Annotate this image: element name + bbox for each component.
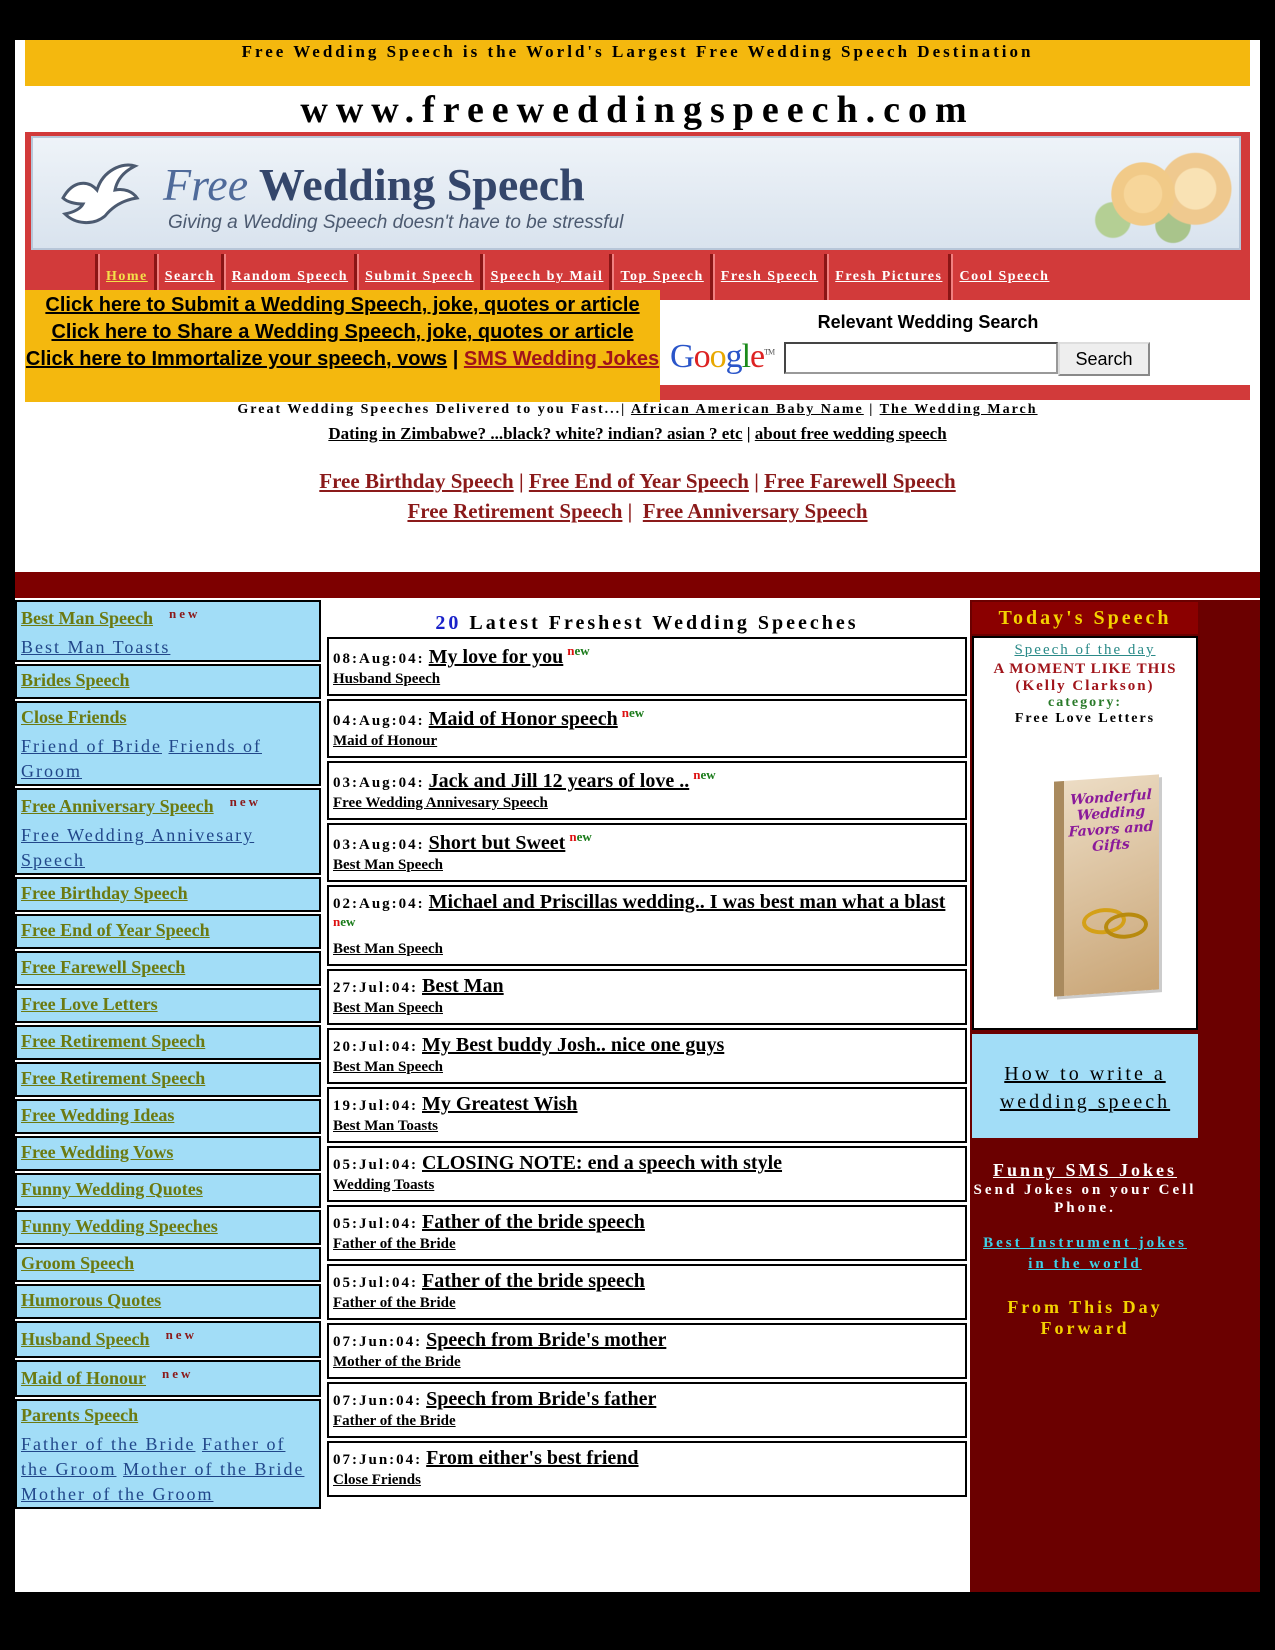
delivered-text: Great Wedding Speeches Delivered to you Fast...| (237, 402, 627, 417)
nav-item-random-speech[interactable]: Random Speech (221, 254, 354, 300)
instrument-jokes-link[interactable]: Best Instrument jokes in the world (983, 1235, 1187, 1272)
speech-list-item (327, 699, 967, 758)
sidebar-category-link[interactable]: Free Love Letters (21, 994, 158, 1014)
sidebar-subcategory-link[interactable]: Mother of the Groom (21, 1484, 214, 1504)
speech-date: 07:Jun:04: (333, 1452, 423, 1468)
new-badge (693, 767, 715, 782)
speech-title-link[interactable]: From either's best friend (426, 1447, 639, 1469)
sms-jokes-link[interactable]: SMS Wedding Jokes (463, 348, 660, 370)
speech-date: 03:Aug:04: (333, 775, 425, 791)
sidebar-subcategory-link[interactable]: Free Wedding Annivesary Speech (21, 825, 255, 870)
new-badge-n: n (693, 767, 701, 782)
sidebar-category-box (15, 1210, 321, 1245)
speech-title-link[interactable]: Maid of Honor speech (428, 708, 618, 730)
speech-list-item (327, 761, 967, 820)
sidebar-category-link[interactable]: Humorous Quotes (21, 1290, 162, 1310)
new-badge: new (169, 606, 201, 621)
promo-links-line: Great Wedding Speeches Delivered to you Fast...| African American Baby Name | The Wedding March (237, 402, 1038, 417)
logo-tagline: Giving a Wedding Speech doesn't have to be stressful (168, 212, 624, 233)
speech-category-link[interactable]: Best Man Speech (333, 857, 443, 873)
banner (25, 132, 1250, 254)
latest-title (327, 600, 967, 637)
speech-list-item (327, 1264, 967, 1320)
todays-speech-header: Today's Speech (972, 602, 1198, 634)
anniversary-speech-link[interactable]: Free Anniversary Speech (642, 499, 868, 523)
speech-date: 07:Jun:04: (333, 1393, 423, 1409)
sidebar-category-box (15, 1099, 321, 1134)
speech-date: 27:Jul:04: (333, 980, 418, 996)
speech-of-day-artist: (Kelly Clarkson) (1015, 678, 1155, 694)
sidebar-category-box (15, 600, 321, 662)
nav-item-cool-speech[interactable]: Cool Speech (948, 254, 1055, 300)
speech-category-link[interactable]: Father of the Bride (333, 1295, 456, 1311)
speech-title-link[interactable]: Speech from Bride's father (426, 1388, 657, 1410)
sidebar-subcategory-link[interactable]: Friends of Groom (21, 736, 262, 781)
speech-title-link[interactable]: My Best buddy Josh.. nice one guys (422, 1034, 725, 1056)
nav-item-speech-by-mail[interactable]: Speech by Mail (480, 254, 610, 300)
speech-category-link[interactable]: Close Friends (333, 1472, 421, 1488)
new-badge (333, 914, 355, 929)
speech-list-item (327, 1382, 967, 1438)
new-badge (569, 829, 591, 844)
nav-item-search[interactable]: Search (154, 254, 221, 300)
speech-list-item (327, 1087, 967, 1143)
sidebar-category-box (15, 701, 321, 786)
nav-item-home[interactable]: Home (95, 254, 154, 300)
new-badge-ew: ew (574, 643, 590, 658)
sidebar-category-link[interactable]: Free Wedding Ideas (21, 1105, 175, 1125)
speech-category-link[interactable]: Free Wedding Annivesary Speech (333, 795, 548, 811)
sidebar-category-box (15, 1284, 321, 1319)
speech-title-link[interactable]: Speech from Bride's mother (426, 1329, 667, 1351)
nav-item-fresh-speech[interactable]: Fresh Speech (710, 254, 824, 300)
immortalize-link[interactable]: Click here to Immortalize your speech, vows (25, 348, 448, 370)
speech-category-link[interactable]: Best Man Speech (333, 1000, 443, 1016)
end-of-year-speech-link[interactable]: Free End of Year Speech (528, 469, 749, 493)
sidebar-category-box (15, 1173, 321, 1208)
separator: | (452, 348, 459, 370)
dove-icon (53, 150, 143, 240)
google-trademark: TM (764, 347, 775, 357)
retirement-speech-link[interactable]: Free Retirement Speech (407, 499, 623, 523)
sidebar-category-box (15, 951, 321, 986)
new-badge (567, 643, 589, 658)
sidebar-category-link[interactable]: Husband Speech (21, 1329, 150, 1349)
speech-list-item (327, 1146, 967, 1202)
top-tagline: Free Wedding Speech is the World's Largest Free Wedding Speech Destination (241, 42, 1034, 61)
speech-title-link[interactable]: Short but Sweet (428, 832, 566, 854)
speech-category-link[interactable]: Best Man Speech (333, 941, 443, 957)
sidebar-category-link[interactable]: Free End of Year Speech (21, 920, 210, 940)
speech-date: 03:Aug:04: (333, 837, 425, 853)
speech-title-link[interactable]: My Greatest Wish (422, 1093, 578, 1115)
speech-type-links: Free Birthday Speech | Free End of Year Speech | Free Farewell Speech Free Retirement Speech | Free Anniversary Speech (319, 469, 956, 523)
sidebar-category-box (15, 877, 321, 912)
sms-box (972, 1140, 1198, 1339)
logo-title (163, 158, 585, 211)
speech-title-link[interactable]: Best Man (422, 975, 504, 997)
new-badge-ew: ew (700, 767, 716, 782)
ebook-cover-image[interactable] (1054, 774, 1159, 996)
category-label: category: (1048, 695, 1122, 710)
howto-link[interactable]: How to write a wedding speech (999, 1063, 1171, 1113)
speech-category-link[interactable]: Maid of Honour (333, 733, 438, 749)
sidebar-subcategory-link[interactable]: Mother of the Bride (122, 1459, 305, 1479)
sidebar-category-box (15, 664, 321, 699)
sidebar-category-link[interactable]: Free Wedding Vows (21, 1142, 174, 1162)
sidebar-subcategory-link[interactable]: Best Man Toasts (21, 637, 171, 657)
sidebar-category-link[interactable]: Maid of Honour (21, 1368, 147, 1388)
latest-speeches (327, 600, 967, 1500)
sidebar-category-link[interactable]: Free Farewell Speech (21, 957, 186, 977)
search-title: Relevant Wedding Search (817, 312, 1039, 332)
speech-title-link[interactable]: Jack and Jill 12 years of love .. (428, 770, 690, 792)
sidebar-category-box (15, 1136, 321, 1171)
birthday-speech-link[interactable]: Free Birthday Speech (319, 469, 514, 493)
submit-box (25, 290, 660, 402)
speech-date: 08:Aug:04: (333, 651, 425, 667)
speech-date: 07:Jun:04: (333, 1334, 423, 1350)
sidebar-category-box (15, 1025, 321, 1060)
site-url: www.freeweddingspeech.com (300, 89, 975, 131)
speech-category-link[interactable]: Wedding Toasts (333, 1177, 435, 1193)
wedding-march-link[interactable]: The Wedding March (879, 402, 1038, 417)
page (15, 40, 1260, 1592)
new-badge-n: n (333, 914, 341, 929)
dating-link[interactable]: Dating in Zimbabwe? ...black? white? indian? asian ? etc (328, 424, 743, 443)
submit-link[interactable]: Click here to Submit a Wedding Speech, joke, quotes or article (45, 294, 640, 316)
new-badge-n: n (569, 829, 577, 844)
sidebar-category-box (15, 1062, 321, 1097)
sidebar-subcategory-link[interactable]: Friend of Bride (21, 736, 162, 756)
sidebar-category-link[interactable]: Parents Speech (21, 1405, 139, 1425)
speech-list-item (327, 969, 967, 1025)
speech-list-item (327, 1028, 967, 1084)
new-badge: new (229, 794, 262, 809)
farewell-speech-link[interactable]: Free Farewell Speech (764, 469, 956, 493)
sidebar-category-link[interactable]: Funny Wedding Quotes (21, 1179, 203, 1199)
sidebar-category-box (15, 1247, 321, 1282)
new-badge: new (162, 1366, 194, 1381)
sidebar-subcategory-list (21, 734, 315, 784)
sidebar-category-link[interactable]: Brides Speech (21, 670, 130, 690)
speech-date: 04:Aug:04: (333, 713, 425, 729)
sidebar-category-box (15, 1360, 321, 1397)
new-badge-ew: ew (340, 914, 356, 929)
sidebar-category-box (15, 988, 321, 1023)
speech-category-link[interactable]: Husband Speech (333, 671, 441, 687)
sidebar-category-link[interactable]: Groom Speech (21, 1253, 135, 1273)
speech-list-item (327, 1323, 967, 1379)
google-logo: Google™ (670, 338, 775, 375)
sidebar-category-link[interactable]: Funny Wedding Speeches (21, 1216, 218, 1236)
speech-title-link[interactable]: Father of the bride speech (422, 1270, 645, 1292)
from-this-day-text: From This Day Forward (1007, 1297, 1163, 1338)
speech-category-link[interactable]: Mother of the Bride (333, 1354, 461, 1370)
speech-title-link[interactable]: My love for you (428, 646, 564, 668)
speech-date: 02:Aug:04: (333, 896, 425, 912)
share-link[interactable]: Click here to Share a Wedding Speech, joke, quotes or article (51, 321, 634, 343)
speech-list-item (327, 1205, 967, 1261)
sidebar-category-link[interactable]: Free Retirement Speech (21, 1031, 206, 1051)
search-input[interactable] (784, 342, 1058, 374)
speech-category-link[interactable]: Best Man Speech (333, 1059, 443, 1075)
latest-count: 20 (435, 612, 462, 634)
speech-title-link[interactable]: CLOSING NOTE: end a speech with style (422, 1152, 783, 1174)
speech-title-link[interactable]: Father of the bride speech (422, 1211, 645, 1233)
sms-jokes-title-link[interactable]: Funny SMS Jokes (992, 1160, 1178, 1180)
right-sidebar (970, 600, 1260, 1592)
new-badge: new (165, 1327, 197, 1342)
speech-list-item (327, 885, 967, 966)
dating-line: Dating in Zimbabwe? ...black? white? indian? asian ? etc | about free wedding speech (328, 424, 947, 443)
latest-title-text: Latest Freshest Wedding Speeches (469, 612, 859, 634)
logo-word-free: Free (163, 159, 249, 210)
sidebar-subcategory-link[interactable]: Father of the Bride (21, 1434, 196, 1454)
speech-category-link[interactable]: Father of the Bride (333, 1236, 456, 1252)
category-sidebar (15, 600, 325, 1511)
sidebar-category-link[interactable]: Best Man Speech (21, 608, 153, 628)
category-value: Free Love Letters (1014, 711, 1156, 726)
nav-item-fresh-pictures[interactable]: Fresh Pictures (824, 254, 948, 300)
speech-category-link[interactable]: Best Man Toasts (333, 1118, 439, 1134)
speech-date: 20:Jul:04: (333, 1039, 418, 1055)
sidebar-category-box (15, 1321, 321, 1358)
speech-list-item (327, 1441, 967, 1497)
sidebar-category-box (15, 1399, 321, 1509)
african-baby-name-link[interactable]: African American Baby Name (630, 402, 864, 417)
sidebar-category-link[interactable]: Free Retirement Speech (21, 1068, 206, 1088)
speech-category-link[interactable]: Father of the Bride (333, 1413, 456, 1429)
sms-description: Send Jokes on your Cell Phone. (973, 1182, 1197, 1216)
howto-box (972, 1034, 1198, 1138)
about-link[interactable]: about free wedding speech (754, 424, 947, 443)
roses-image (1083, 142, 1233, 246)
new-badge (622, 705, 644, 720)
sidebar-category-link[interactable]: Close Friends (21, 707, 127, 727)
new-badge-ew: ew (628, 705, 645, 720)
speech-of-day-link[interactable]: Speech of the day (1014, 642, 1156, 658)
sidebar-subcategory-list (21, 635, 315, 660)
sidebar-category-link[interactable]: Free Birthday Speech (21, 883, 188, 903)
speech-date: 05:Jul:04: (333, 1275, 418, 1291)
new-badge-n: n (567, 643, 575, 658)
speech-date: 19:Jul:04: (333, 1098, 418, 1114)
sidebar-subcategory-list (21, 1432, 315, 1507)
speech-list-item (327, 637, 967, 696)
speech-title-link[interactable]: Michael and Priscillas wedding.. I was best man what a blast (428, 891, 946, 913)
speech-of-day-title: A MOMENT LIKE THIS (993, 661, 1177, 677)
nav-item-top-speech[interactable]: Top Speech (609, 254, 709, 300)
search-box-stripe (660, 385, 1250, 400)
divider-band (15, 572, 1260, 598)
top-tagline-bar (25, 40, 1250, 86)
sidebar-subcategory-list (21, 823, 315, 873)
banner-logo-area[interactable] (31, 136, 1241, 250)
logo-word-wedding-speech: Wedding Speech (258, 159, 585, 210)
ebook-cover-title: Wonderful Wedding Favors and Gifts (1068, 786, 1154, 856)
speech-date: 05:Jul:04: (333, 1157, 418, 1173)
speech-list-item (327, 823, 967, 882)
sidebar-category-link[interactable]: Free Anniversary Speech (21, 796, 214, 816)
sidebar-subcategory-link[interactable]: Father of the Groom (21, 1434, 286, 1479)
speech-date: 05:Jul:04: (333, 1216, 418, 1232)
nav-item-submit-speech[interactable]: Submit Speech (354, 254, 480, 300)
search-button[interactable]: Search (1058, 342, 1150, 376)
new-badge-ew: ew (576, 829, 592, 844)
sidebar-category-box (15, 914, 321, 949)
todays-speech-box (972, 636, 1198, 1030)
new-badge-n: n (621, 705, 629, 720)
sidebar-category-box (15, 788, 321, 875)
latest-list (327, 637, 967, 1497)
